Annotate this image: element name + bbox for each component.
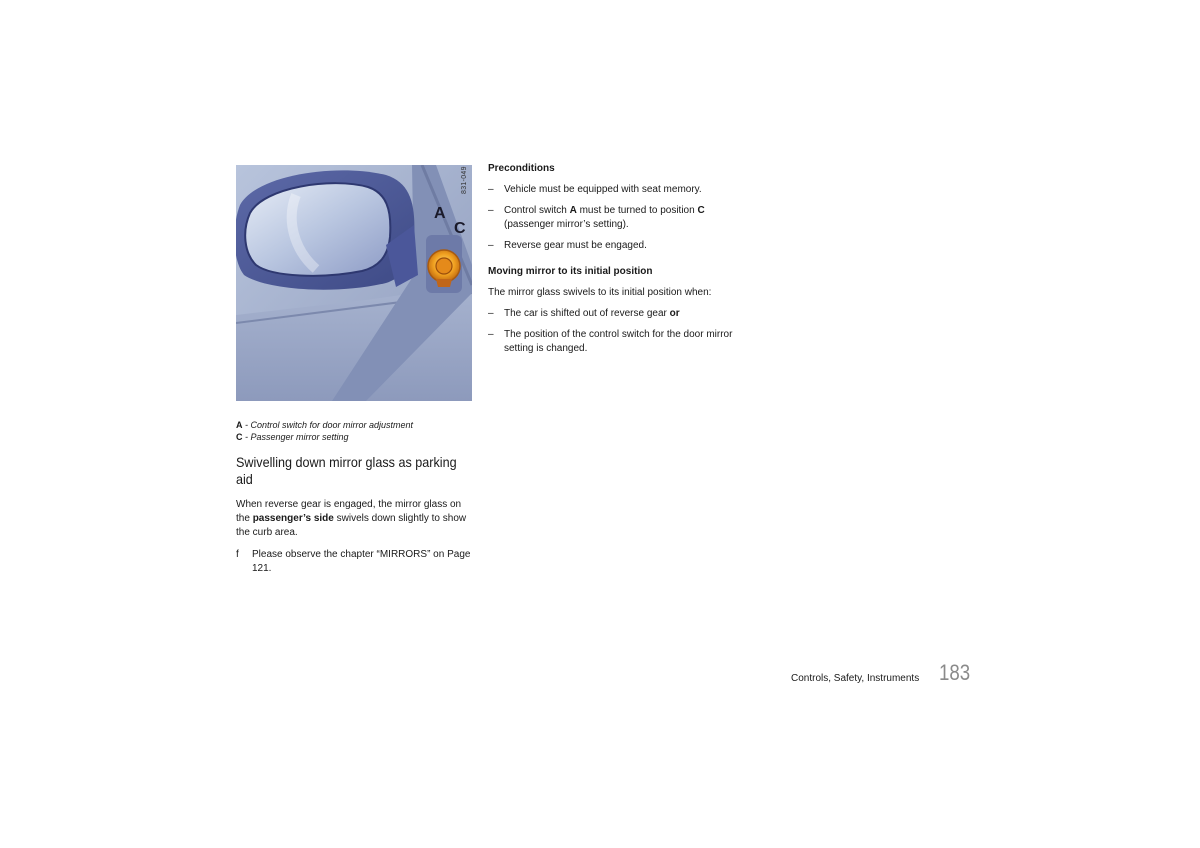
condition-item	[488, 328, 733, 356]
dash: –	[488, 329, 494, 340]
mirror-illustration	[236, 165, 472, 401]
paragraph-part-2: swivels down slightly to show the curb area.	[236, 513, 467, 538]
moving-intro: The mirror glass swivels to its initial position when:	[488, 287, 712, 298]
bold-c: C	[697, 205, 705, 216]
text-part: must be turned to position	[576, 205, 698, 216]
dash: –	[488, 308, 494, 319]
caption-key-a: A	[236, 420, 243, 430]
parking-aid-paragraph	[236, 498, 476, 540]
caption-line-a	[236, 419, 476, 431]
page-number: 183	[939, 660, 971, 685]
dash: –	[488, 205, 494, 216]
note-icon: f	[236, 549, 239, 560]
paragraph-part-1: When reverse gear is engaged, the mirror glass on the	[236, 499, 462, 524]
text-part: (passenger mirror’s setting).	[504, 219, 629, 230]
label-c: C	[454, 220, 466, 237]
caption-line-c	[236, 431, 476, 443]
figure-caption	[236, 419, 476, 443]
caption-key-c: C	[236, 432, 243, 442]
bold-or: or	[669, 308, 680, 319]
bold-a: A	[569, 205, 577, 216]
precondition-item	[488, 183, 733, 197]
figure-code: 831-049	[461, 166, 468, 194]
caption-text-c: - Passenger mirror setting	[242, 432, 349, 442]
caption-text-a: - Control switch for door mirror adjustment	[242, 420, 414, 430]
text-part: The car is shifted out of reverse gear	[504, 308, 670, 319]
condition-item	[488, 307, 733, 321]
moving-mirror-heading: Moving mirror to its initial position	[488, 266, 653, 277]
right-column	[488, 162, 733, 363]
condition-text-2: The position of the control switch for the door mirror setting is changed.	[504, 329, 733, 354]
condition-text-1	[504, 307, 733, 321]
text-part: Control switch	[504, 205, 570, 216]
dash: –	[488, 240, 494, 251]
mirrors-note	[236, 548, 476, 576]
precondition-text-1: Vehicle must be equipped with seat memory.	[504, 184, 702, 195]
precondition-item	[488, 239, 733, 253]
dash: –	[488, 184, 494, 195]
precondition-text-3: Reverse gear must be engaged.	[504, 240, 647, 251]
footer-section-label: Controls, Safety, Instruments	[791, 673, 920, 684]
label-a: A	[434, 205, 446, 222]
note-text: Please observe the chapter “MIRRORS” on Page 121.	[252, 549, 471, 574]
preconditions-heading: Preconditions	[488, 163, 555, 174]
section-heading: Swivelling down mirror glass as parking aid	[236, 454, 457, 487]
precondition-text-2	[504, 204, 733, 232]
paragraph-bold: passenger’s side	[252, 513, 334, 524]
precondition-item	[488, 204, 733, 232]
